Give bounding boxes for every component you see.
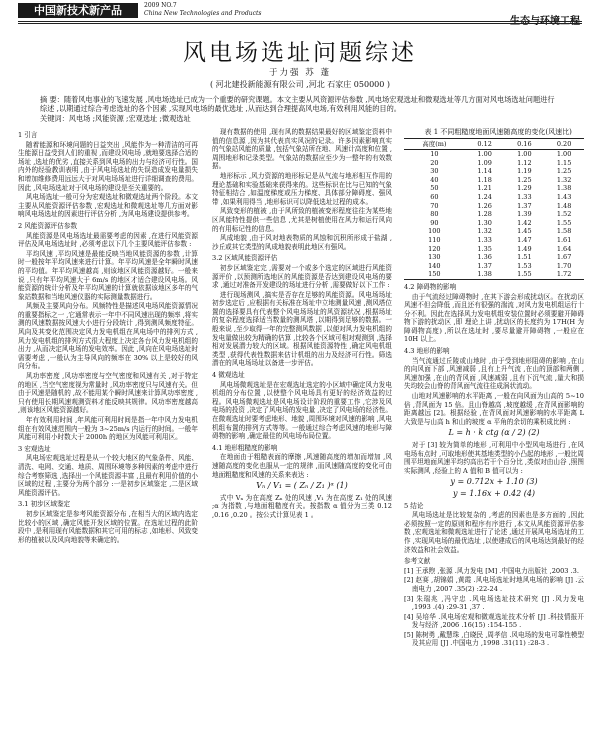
authors: 于力强 苏 蓬	[269, 68, 331, 78]
column-1	[18, 128, 198, 545]
table-header-cell: 0.12	[465, 139, 505, 150]
paragraph: 由于气流经过障碍物时 ,在其下游会形成扰动区。在扰动区风速不但会降低 ,而且还有很强的湍流 ,对风力发电机组运行十分不利。因此在选择风力发电机组安装位置时必须要避开障碍物下游的扰动区 ,即 理论上讲 ,扰动区的长度约为 17H(H 为障碍物高度) ,所以在选址时 ,要尽量避开障碍物 ,一般应在 10H 以上。	[404, 292, 584, 344]
table-cell: 140	[428, 261, 441, 270]
paragraph: 风电场选址一般可分为宏观选址和微观选址两个阶段。本文主要从风能资源评估参数 ,宏观选址和微观选址等几方面对影响风电场选址的因素进行评估分析 ,为风电场建设提供参考。	[18, 193, 198, 219]
table-row	[404, 253, 584, 262]
table-cell: 1.38	[556, 184, 572, 193]
paragraph: 风频及主要风向分布。风频特性是描述风电场风能资源情况的重要指标之一 ,它通常表示一年中不同风速出现的频率 ,将实测的风速数据按风速大小进行分段统计 ,得到测风频度特征。风向及其变化范围决定风力发电机组在风电场中的排列方式 ,风力发电机组的排列方式很大程度上决定各台风力发电机组的出力 ,从而决定风电场的发电效率。因此 ,风向在风电场选址时需要考虑 ,一般认为主导风向的频率在 30% 以上是较好的风向分布。	[18, 302, 198, 371]
table-row	[404, 202, 584, 211]
table-cell: 1.51	[517, 253, 532, 262]
table-cell: 1.32	[556, 175, 572, 184]
table-row	[404, 270, 584, 279]
paragraph: 平均风速 ,平均风速是最能反映当地风能资源的参数 ,计算时一般按年平均风速来进行计算。年平均风速是全年瞬时风速的平均值。年平均风速越高 ,则该地区风能资源越好。一般来说 ,只有年平均风速大于 6m/s 的地区才适合建设风电场。风能资源的统计分析及年平均风速的计算就依据该地区多年的气象站数据和当地风速仪器的实际测量数据进行。	[18, 249, 198, 301]
reference: [1] 王承煦 ,张源 .风力发电 [M] .中国电力出版社 ,2003 .3.	[404, 566, 579, 575]
table-cell: 130	[428, 253, 441, 262]
abstract-text: 摘 要：随着风电事业的飞速发展 ,风电场选址已成为一个重要的研究课题。本文主要从风资源评估参数 ,风电场宏观选址和微观选址等几方面对风电场选址问题进行综述 ,以期通过综合考虑选址的各个因素 ,实现风电场的最优选址 ,从而达到合理提高风电场,有效利用风能的目的。	[40, 95, 555, 114]
paragraph: 风成地貌 ,由于风对地表物质的风蚀和沉积所形成于盐湖 ,沙丘或其它类型的风成地貌表明此地区有强风。	[212, 234, 392, 251]
table-cell: 1.09	[477, 158, 492, 167]
table-row	[404, 236, 584, 245]
affiliation: ( 河北建投新能源有限公司 ,河北 石家庄 050000 )	[209, 80, 391, 89]
table-cell: 1.26	[477, 201, 492, 210]
formula: y = 0.712x + 1.10 (3)	[450, 477, 538, 487]
magazine-name: 中国新技术新产品	[18, 3, 138, 18]
reference: [4] 吴培华 .风电场宏观和微观选址技术分析 [J] .科技情报开发与经济 ,2006 .16(15) :154-155 .	[404, 612, 584, 630]
paragraph: 对于 [3] 较为简单的地形 ,可利用中小型风电场进行 ,在风电场布点时 ,可取地形使其基地类型的小凸起的地形 ,一般比周围平坦地面风速平均约高出若干个百分比 ,类似对由山谷 ,照图实际测风 ,经验上的 A 值和 B 值可以为 :	[404, 441, 584, 475]
table-row	[404, 219, 584, 228]
paragraph: 风能资源是风电场选址最需要考虑的因素 ,在进行风能资源评估及风电场选址时 ,必须考虑以下几个主要风能评估参数 :	[18, 231, 198, 249]
table-cell: 1.43	[556, 192, 572, 201]
reference: [3] 朱瑞兆 ,冯守忠 .风电场选址技术研究 [J] .风力发电 ,1993 .(4) :29-31 ,37 .	[404, 594, 584, 612]
paragraph: 进行现场测风 ,搞实是否存在足够的风能资源。风电场场址初步选定后 ,应根据有关标准在场址中立地测量风速 ,测风塔位置的选择要具有代表整个风电场场址的风资源状况 ,根据场址的复杂程度选择适当数量的测风塔 ,以期得到足够的数据。一般来说 ,至少取得一年的完整测风数据 ,以便对风力发电机组的发电量做出较为精确的估算 ,比较各个区域可相对观测到 ,选择相对发展潜力较大的区域。根据风能资源特性 ,确定风电机组类型 ,获得代表性数据来估计机组的出力及经济可行性。筛选潜在的风电场场址以备进一步评估。	[212, 290, 392, 368]
section-heading: 3 宏观选址	[18, 444, 51, 453]
paragraph: 山地对风速影响的水平距离 ,一般在向风面为山高的 5~10 倍 ,背风面为 15 倍。且山脊越高 ,坡度越缓 ,在背风面影响的距离越远 [2]。根据经验 ,在背风面对风速影响的水平距离 L 大致是与山高 h 和山的坡度 α 平角的余切的乘积成比例 :	[404, 392, 584, 426]
table-cell: 70	[430, 201, 439, 210]
paragraph: 随着能源和环境问题的日益突出 ,风能作为一种清洁的可再生能源日益受到人们的重视 ,而建设风电场 ,就地要选择合适的场址 ,选址的优劣 ,直接关系到风电场的出力与经济可行性。国内外的经验教训表明 ,由于风电场选址的失误造成发电量损失和增加维修费用远远大于对风电场场址进行详细调查的费用。因此 ,风电场选址对于风电场的建设是至关重要的。	[18, 140, 198, 192]
table-cell: 1.42	[517, 218, 532, 227]
table-cell: 1.58	[556, 227, 572, 236]
paragraph: 在地面由于粗糙表面的摩擦 ,风速随高度的增加而增加 ,风速随高度的变化也服从一定的规律 ,而风速随高度的变化可由地面粗糙度和风速的关系来表达 :	[212, 453, 392, 479]
table-header-cell: 0.20	[544, 139, 584, 150]
paragraph: 初步区域鉴定是参考风能资源分布 ,在相当大的区域内选定比较小的区域 ,确定风能开发区域的位置。在选址过程的此阶段中 ,是利用现有风能数据和其它可用的标志 ,如地形、风致变形的植被以及风向地貌等来确定的。	[18, 509, 198, 544]
page-header	[0, 0, 600, 22]
reference: [2] 赵赛 ,胡锦娟 ,黄霞 .风电场选址时地风电场的影响 [J] .云南电力 ,2007 .35(2) :22-24 .	[404, 576, 584, 593]
page-title: 风电场选址问题综述	[183, 40, 417, 66]
paragraph: 风电场选址是比较复杂的 ,考虑的因素也是多方面的 ,因此必须按照一定的原则和程序有序进行 ,本文从风能资源评估参数 ,宏观选址和微观选址进行了论述 ,通过开展风电场选址的工作 ,实现风电场的最优选址 ,以使建成后的风电场达到最好的经济效益和社会效益。	[404, 511, 584, 554]
header-rule	[18, 21, 582, 22]
paragraph: 初步区域鉴定完 ,需要对一个或多个选定的区域进行风能资源评价 ,以预测所选地区的风能资源是否达到建设风电场的要求 ,通过对准备开发建设的场址进行分析 ,需要做好以下工作 :	[212, 263, 392, 290]
magazine-subtitle: China New Technologies and Products	[144, 10, 262, 17]
column-3	[404, 128, 584, 649]
formula: Vₙ / V₁ = ( Zₙ / Z₁ )ᵅ (1)	[256, 481, 348, 491]
table-row	[404, 176, 584, 185]
table-cell: 110	[428, 235, 441, 244]
section-heading: 4.2 障碍物的影响	[404, 282, 457, 291]
table-cell: 1.55	[517, 270, 532, 279]
table-cell: 1.33	[477, 235, 492, 244]
table-cell: 100	[428, 227, 441, 236]
paragraph: 地形标示 ,风力资源的地形标记是从气流与地形相互作用的理论基础和实验基础来获得来的。这些标识在比与已知的气象特征相结合 ,如温度梯度或压力梯度、具体部分障碍度、强风带 ,如果利用得当 ,地形标识可以降低选址过程的成本。	[212, 171, 392, 206]
table-header-cell: 0.16	[504, 139, 544, 150]
table-cell: 1.70	[556, 261, 572, 270]
paragraph: 风致变形的植被 ,由于风所致的植被变形程度往往为某些地区风能特性提供一些信息 ,尤其是树植使用在风力和运行风向的有用标记性的信息。	[212, 207, 392, 233]
column-2	[212, 128, 392, 521]
table-cell: 60	[430, 192, 439, 201]
table-row	[404, 227, 584, 236]
table-cell: 1.45	[517, 227, 532, 236]
table-cell: 20	[430, 158, 439, 167]
table-cell: 1.25	[556, 167, 572, 176]
table-cell: 1.24	[477, 192, 492, 201]
section-heading: 4 微观选址	[212, 371, 245, 380]
table-row	[404, 262, 584, 271]
wind-speed-table	[404, 138, 584, 280]
table-row	[404, 184, 584, 193]
issue-number: 2009 NO.7	[144, 2, 177, 9]
table-cell: 1.64	[556, 244, 572, 253]
table-header-cell: 高度(m)	[404, 139, 465, 150]
table-cell: 1.00	[556, 150, 572, 158]
table-row	[404, 193, 584, 202]
formula: L = h · k ctg (α / 2) (2)	[448, 428, 540, 438]
table-cell: 1.00	[477, 150, 492, 158]
table-cell: 150	[428, 270, 441, 279]
section-heading: 1 引言	[18, 131, 38, 139]
table-cell: 80	[430, 210, 439, 219]
table-cell: 1.53	[517, 261, 532, 270]
paragraph: 年有效利用时间 ,年风能可利用时间是指一年中风力发电机组在有效风速范围内一般为 3~25m/s 内运行的时间。一般年风能可利用小时数大于 2000h 的地区为风能可利用区。	[18, 416, 198, 442]
table-cell: 1.55	[556, 218, 572, 227]
table-cell: 1.33	[517, 192, 532, 201]
section-heading: 4.3 地形的影响	[404, 347, 450, 356]
table-cell: 1.28	[477, 210, 492, 219]
table-cell: 1.61	[556, 235, 572, 244]
section-heading: 3.1 初步区域鉴定	[18, 500, 71, 509]
table-cell: 1.35	[477, 244, 492, 253]
table-cell: 1.48	[556, 201, 572, 210]
formula: y = 1.16x + 0.42 (4)	[452, 488, 536, 498]
abstract	[40, 95, 560, 123]
table-row	[404, 159, 584, 168]
paragraph: 现有数据的使用 ,现有风的数据结果最好的区域鉴定资料中值的信息源 ,因为其代表真实风况的记录。许多因素影响真实的气象站风能的质量 ,包括气象站所在地、风速计高度和位置 ,周围地形和记录类型。气象站的数据应至少为一整年的有效数据。	[212, 128, 392, 171]
paragraph: 风电场宏观选址过程是从一个较大地区的气象条件、风能、清洗、电网、交通、地质、周围环境等多种因素的考虑中进行综合考察筛选 ,选择出一个风能资源丰富 ,且最有利用价值的小区域的过程 ,主要分为两个部分 :一是初步区域鉴定 ,二是区域风能资源评估。	[18, 454, 198, 497]
table-cell: 1.00	[517, 150, 532, 158]
table-cell: 1.14	[477, 167, 492, 176]
table-cell: 1.36	[477, 253, 492, 262]
reference: [5] 陈树勇 ,戴慧珠 ,白晓民 ,周孝信 .风电场的发电可靠性模型及其应用 [J] .中国电力 ,1998 .31(11) :28-3 .	[404, 630, 584, 648]
table-cell: 1.72	[556, 270, 572, 279]
table-cell: 1.12	[517, 158, 532, 167]
paragraph: 式中 Vₙ 为在高度 Zₙ 处的风速 ,V₁ 为在高度 Z₁ 处的风速 ;α 为指数 ,与地面粗糙度有关。按指数 α 值分为三类 0.12 ,0.16 ,0.20 。按公式计算见表 1 。	[212, 493, 392, 519]
table-row	[404, 167, 584, 176]
table-cell: 1.29	[517, 184, 532, 193]
table-cell: 1.37	[517, 201, 532, 210]
section-heading: 参考文献	[404, 557, 431, 566]
table-cell: 1.38	[477, 270, 492, 279]
paragraph: 当气流通过丘陵或山地时 ,由于受到地形阻碍的影响 ,在山的向风面下部 ,风速减弱 ,且有上升气流 ,在山的顶部和两侧 ,风速加强 ,在山的背风面 ,风速减弱 ,且有下沉气流 ,量大和损失均较会山脊的背风面气流往往成涡状流动。	[404, 356, 584, 391]
paragraph: 风功率密度 ,风功率密度与空气密度和风速有关 ,对于特定的地区 ,当空气密度视为常量时 ,风功率密度只与风速有关。但由于风速是随机的 ,故不能用某个瞬时风速来计算风功率密度 ,只有使用长期风速观测资料才能反映其规律。风功率密度越高 ,则该地区风能资源越好。	[18, 372, 198, 415]
table-cell: 1.15	[556, 158, 572, 167]
table-row	[404, 210, 584, 219]
table-cell: 1.37	[477, 261, 492, 270]
table-cell: 1.21	[477, 184, 492, 193]
paragraph: 风电场微观选址是在宏观选址选定的小区域中确定风力发电机组的分布位置 ,以使整个风电场具有更好的经济效益的过程。风电场微观选址是风电场设计阶段的重要工作 ,它涉及风电场的投资 ,决定了风电场的发电量 ,决定了风电场的经济性。在微观选址时要考虑地形、地貌 ,周围环境对风速的影响 ,风电机组布置的排列方式等等。一般通过综合考虑风速的地形与障碍物的影响 ,确定最佳的风电场布局位置。	[212, 380, 392, 441]
section-heading: 表 1 不同粗糙度地面风速随高度的变化(风速比)	[424, 128, 572, 136]
table-cell: 10	[430, 150, 439, 158]
table-cell: 1.25	[517, 175, 532, 184]
header-rule-thin	[18, 23, 582, 24]
table-cell: 1.19	[517, 167, 532, 176]
table-cell: 30	[430, 167, 439, 176]
table-cell: 1.67	[556, 253, 572, 262]
section-heading: 4.1 地形粗糙度的影响	[212, 443, 278, 452]
table-cell: 1.18	[477, 175, 492, 184]
table-cell: 1.39	[517, 210, 532, 219]
table-cell: 90	[430, 218, 439, 227]
section-heading: 3.2 区域风能资源评估	[212, 254, 278, 263]
table-row	[404, 150, 584, 159]
table-row	[404, 245, 584, 254]
table-cell: 1.32	[477, 227, 492, 236]
table-cell: 1.47	[517, 235, 532, 244]
table-cell: 120	[428, 244, 441, 253]
section-heading: 5 结论	[404, 501, 424, 510]
table-cell: 40	[430, 175, 439, 184]
table-cell: 50	[430, 184, 439, 193]
section-name	[510, 12, 580, 27]
table-cell: 1.49	[517, 244, 532, 253]
table-cell: 1.30	[477, 218, 492, 227]
section-heading: 2 风能资源评估参数	[18, 221, 78, 230]
keywords: 关键词：风电场 ;风能资源 ;宏观选址 ;微观选址	[40, 113, 191, 123]
table-cell: 1.52	[556, 210, 572, 219]
